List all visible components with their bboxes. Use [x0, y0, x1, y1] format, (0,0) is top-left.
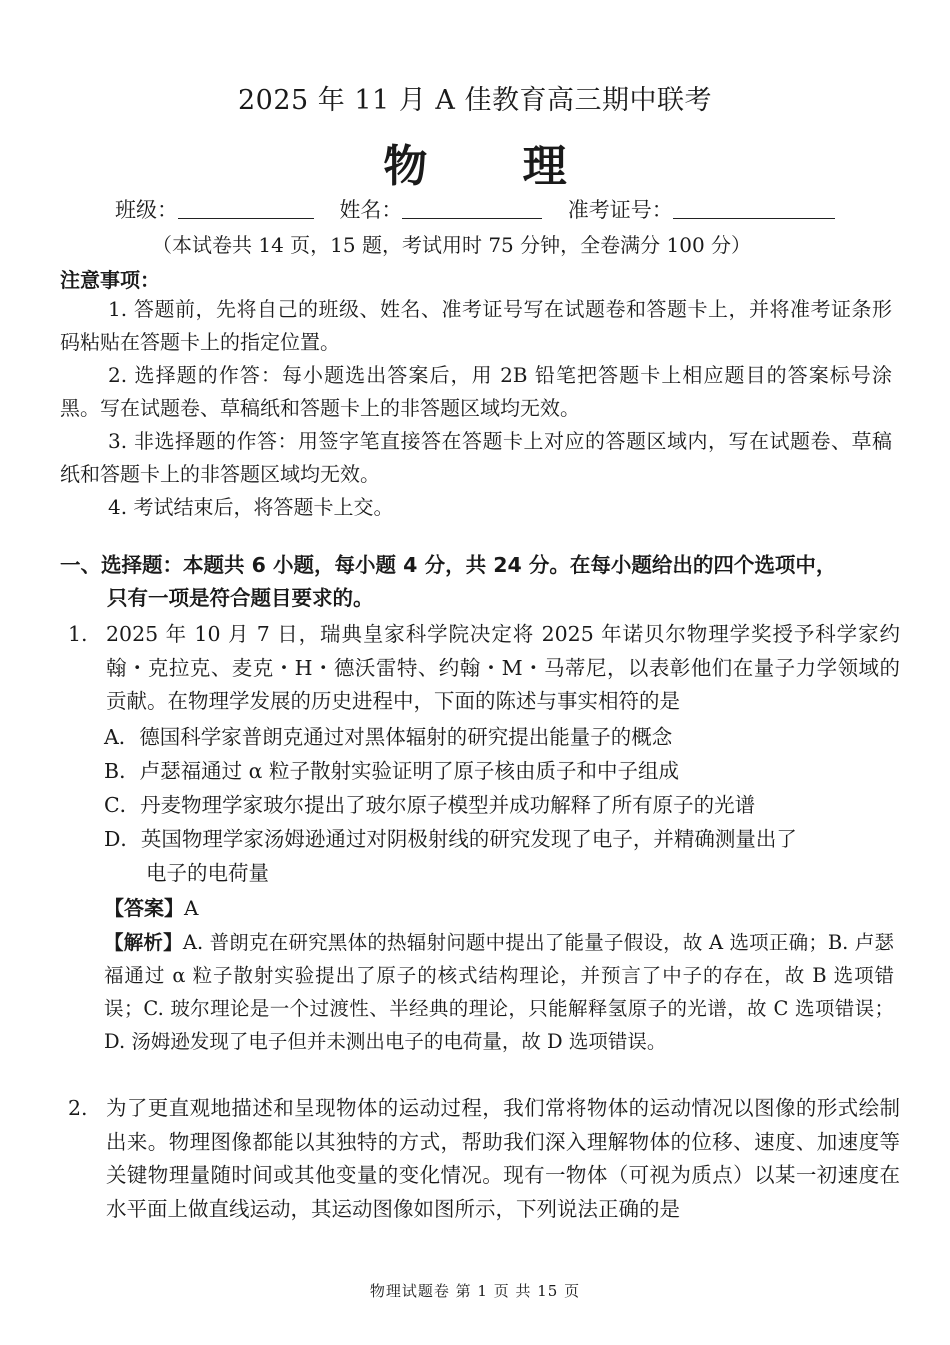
- analysis-label: 【解析】: [104, 931, 183, 954]
- option-c: C．丹麦物理学家玻尔提出了玻尔原子模型并成功解释了所有原子的光谱: [104, 793, 756, 817]
- ticket-label: 准考证号：: [567, 198, 673, 222]
- option-d-line2: 电子的电荷量: [146, 861, 269, 885]
- section-heading-line1: 一、选择题：本题共 6 小题，每小题 4 分，共 24 分。在每小题给出的四个选项中，: [60, 553, 837, 577]
- option-a: A．德国科学家普朗克通过对黑体辐射的研究提出能量子的概念: [104, 725, 673, 749]
- exam-note: （本试卷共 14 页，15 题，考试用时 75 分钟，全卷满分 100 分）: [152, 233, 752, 257]
- notice-item: 2. 选择题的作答：每小题选出答案后，用 2B 铅笔把答题卡上相应题目的答案标号涂黑。写在试题卷、草稿纸和答题卡上的非答题区域均无效。: [60, 363, 892, 420]
- answer-line: [104, 892, 894, 925]
- page-footer: 物理试题卷 第 1 页 共 15 页: [369, 1282, 581, 1300]
- answer-value: A: [184, 896, 199, 920]
- question-stem: 2025 年 10 月 7 日，瑞典皇家科学院决定将 2025 年诺贝尔物理学奖授予科学家约翰・克拉克、麦克・H・德沃雷特、约翰・M・马蒂尼，以表彰他们在量子力学领域的贡献。在物理学发展的历史进程中，下面的陈述与事实相符的是: [106, 622, 900, 713]
- notice-item: 1. 答题前，先将自己的班级、姓名、准考证号写在试题卷和答题卡上，并将准考证条形码粘贴在答题卡上的指定位置。: [60, 297, 892, 354]
- subject-title: 物 理: [383, 141, 607, 192]
- option-d: [104, 822, 894, 890]
- answer-label: 【答案】: [104, 896, 184, 920]
- class-blank[interactable]: [178, 198, 314, 219]
- notice-item: 3. 非选择题的作答：用签字笔直接答在答题卡上对应的答题区域内，写在试题卷、草稿纸和答题卡上的非答题区域均无效。: [60, 429, 892, 486]
- question-number: 1.: [68, 622, 88, 646]
- analysis-block: [104, 926, 894, 1058]
- question-number: 2.: [68, 1096, 88, 1120]
- section-heading: [60, 549, 900, 615]
- question-stem: 为了更直观地描述和呈现物体的运动过程，我们常将物体的运动情况以图像的形式绘制出来。物理图像都能以其独特的方式，帮助我们深入理解物体的位移、速度、加速度等关键物理量随时间或其他变量的变化情况。现有一物体（可视为质点）以某一初速度在水平面上做直线运动，其运动图像如图所示，下列说法正确的是: [106, 1096, 900, 1221]
- ticket-number-blank[interactable]: [673, 198, 835, 219]
- class-label: 班级：: [115, 198, 178, 222]
- option-d-line1: D．英国物理学家汤姆逊通过对阴极射线的研究发现了电子，并精确测量出了: [104, 827, 797, 851]
- question-2: [68, 1092, 900, 1226]
- option-b: B．卢瑟福通过 α 粒子散射实验证明了原子核由质子和中子组成: [104, 759, 679, 783]
- section-heading-line2: 只有一项是符合题目要求的。: [107, 586, 374, 610]
- analysis-text: A. 普朗克在研究黑体的热辐射问题中提出了能量子假设，故 A 选项正确；B. 卢瑟福通过 α 粒子散射实验提出了原子的核式结构理论，并预言了中子的存在，故 B 选项错误；C. 玻尔理论是一个过渡性、半经典的理论，只能解释氢原子的光谱，故 C 选项错误；D. 汤姆逊发现了电子但并未测出电子的电荷量，故 D 选项错误。: [104, 931, 894, 1053]
- exam-title: 2025 年 11 月 A 佳教育高三期中联考: [238, 85, 712, 116]
- name-label: 姓名：: [339, 198, 403, 222]
- student-info-row: [115, 194, 835, 224]
- question-1: [68, 618, 900, 719]
- notice-heading: 注意事项：: [60, 268, 160, 292]
- notice-item: 4. 考试结束后，将答题卡上交。: [108, 495, 394, 519]
- name-blank[interactable]: [402, 198, 542, 219]
